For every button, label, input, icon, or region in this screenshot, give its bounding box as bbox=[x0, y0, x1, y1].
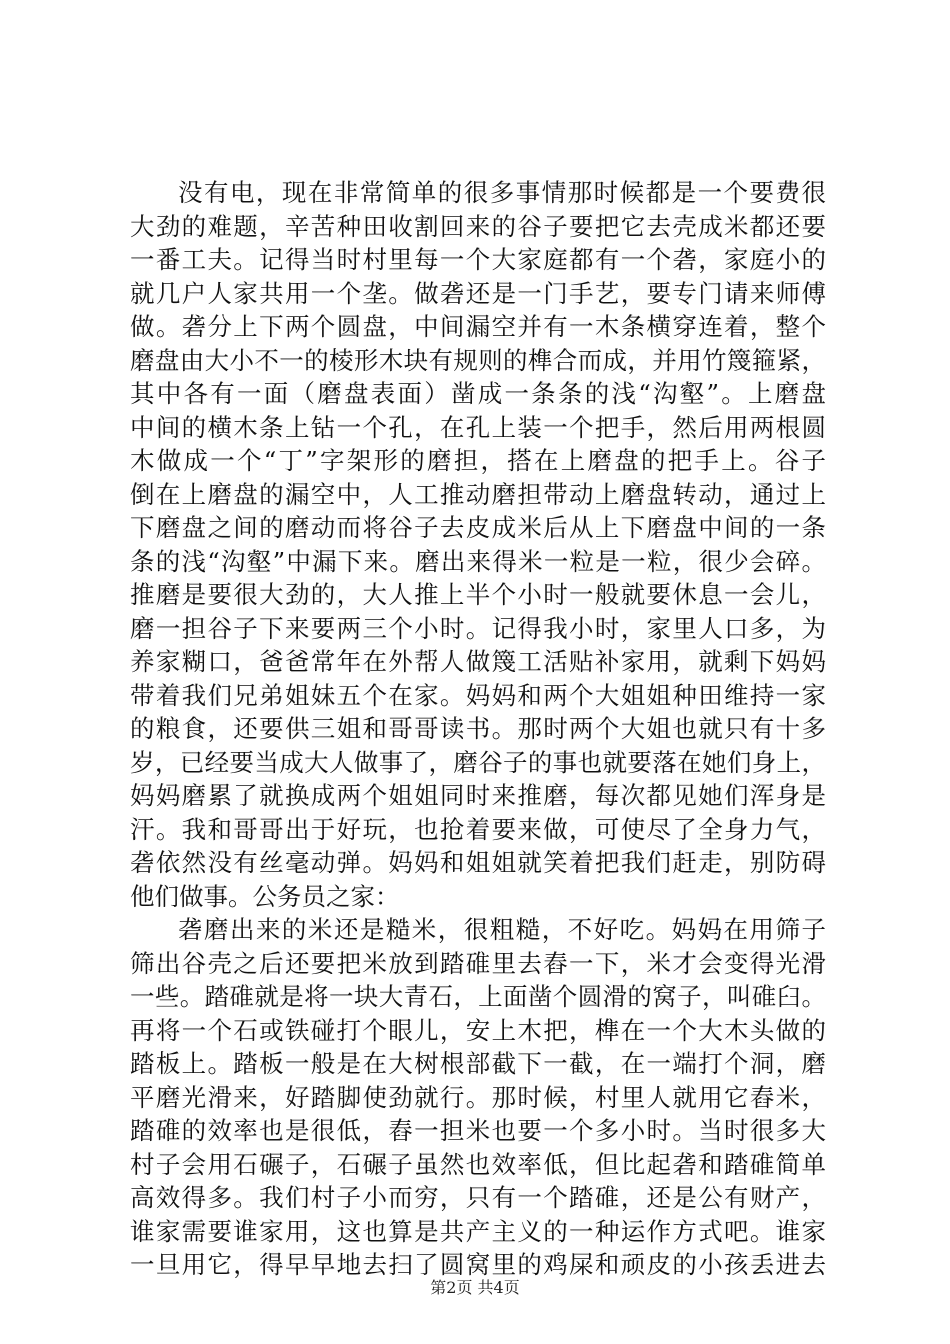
paragraph-line: 村子会用石碾子，石碾子虽然也效率低，但比起砻和踏碓简单 bbox=[130, 1149, 826, 1179]
paragraph-line: 的粮食，还要供三姐和哥哥读书。那时两个大姐也就只有十多 bbox=[130, 714, 826, 743]
paragraph-line: 一番工夫。记得当时村里每一个大家庭都有一个砻，家庭小的 bbox=[130, 245, 826, 274]
paragraph-line: 做。砻分上下两个圆盘，中间漏空并有一木条横穿连着，整个 bbox=[130, 312, 826, 341]
paragraph-line: 养家糊口，爸爸常年在外帮人做篾工活贴补家用，就剩下妈妈 bbox=[130, 647, 826, 676]
paragraph-line: 就几户人家共用一个垄。做砻还是一门手艺，要专门请来师傅 bbox=[130, 278, 826, 308]
paragraph-line: 汗。我和哥哥出于好玩，也抢着要来做，可使尽了全身力气， bbox=[130, 814, 826, 844]
paragraph-line: 砻依然没有丝毫动弹。妈妈和姐姐就笑着把我们赶走，别防碍 bbox=[130, 848, 826, 877]
paragraph-line: 他们做事。公务员之家： bbox=[130, 881, 400, 911]
paragraph-line: 谁家需要谁家用，这也算是共产主义的一种运作方式吧。谁家 bbox=[130, 1216, 826, 1246]
paragraph-line: 妈妈磨累了就换成两个姐姐同时来推磨，每次都见她们浑身是 bbox=[130, 781, 826, 810]
paragraph-line: 条的浅“沟壑”中漏下来。磨出来得米一粒是一粒，很少会碎。 bbox=[130, 546, 826, 576]
paragraph-line: 再将一个石或铁碰打个眼儿，安上木把，榫在一个大木头做的 bbox=[130, 1015, 826, 1045]
paragraph-line: 下磨盘之间的磨动而将谷子去皮成米后从上下磨盘中间的一条 bbox=[130, 513, 826, 542]
paragraph-line: 其中各有一面（磨盘表面）凿成一条条的浅“沟壑”。上磨盘 bbox=[130, 379, 826, 408]
paragraph-line: 踏板上。踏板一般是在大树根部截下一截，在一端打个洞，磨 bbox=[130, 1049, 826, 1078]
paragraph-line: 带着我们兄弟姐妹五个在家。妈妈和两个大姐姐种田维持一家 bbox=[130, 680, 826, 710]
page-footer bbox=[0, 1278, 950, 1298]
paragraph-line: 木做成一个“丁”字架形的磨担，搭在上磨盘的把手上。谷子 bbox=[130, 446, 826, 475]
paragraph-line: 一些。踏碓就是将一块大青石，上面凿个圆滑的窝子，叫碓臼。 bbox=[130, 982, 826, 1011]
paragraph-line: 筛出谷壳之后还要把米放到踏碓里去舂一下，米才会变得光滑 bbox=[130, 948, 826, 978]
paragraph-line: 磨盘由大小不一的棱形木块有规则的榫合而成，并用竹篾箍紧， bbox=[130, 345, 826, 375]
paragraph-line: 平磨光滑来，好踏脚使劲就行。那时候，村里人就用它舂米， bbox=[130, 1082, 826, 1112]
paragraph-line: 大劲的难题，辛苦种田收割回来的谷子要把它去壳成米都还要 bbox=[130, 211, 826, 241]
paragraph-line: 没有电，现在非常简单的很多事情那时候都是一个要费很 bbox=[178, 178, 826, 207]
paragraph-line: 中间的横木条上钻一个孔，在孔上装一个把手，然后用两根圆 bbox=[130, 412, 826, 442]
paragraph-line: 岁，已经要当成大人做事了，磨谷子的事也就要落在她们身上， bbox=[130, 747, 826, 777]
paragraph-line: 高效得多。我们村子小而穷，只有一个踏碓，还是公有财产， bbox=[130, 1183, 826, 1212]
body-text bbox=[130, 176, 826, 1282]
paragraph-line: 推磨是要很大劲的，大人推上半个小时一般就要休息一会儿， bbox=[130, 580, 826, 609]
paragraph-line: 踏碓的效率也是很低，舂一担米也要一个多小时。当时很多大 bbox=[130, 1116, 826, 1145]
paragraph-line: 倒在上磨盘的漏空中，人工推动磨担带动上磨盘转动，通过上 bbox=[130, 479, 826, 509]
paragraph-line: 砻磨出来的米还是糙米，很粗糙，不好吃。妈妈在用筛子 bbox=[178, 915, 826, 944]
paragraph-line: 磨一担谷子下来要两三个小时。记得我小时，家里人口多，为 bbox=[130, 613, 826, 643]
page-number-label: 第2页 共4页 bbox=[430, 1278, 520, 1297]
paragraph-line: 一旦用它，得早早地去扫了圆窝里的鸡屎和顽皮的小孩丢进去 bbox=[130, 1250, 826, 1279]
